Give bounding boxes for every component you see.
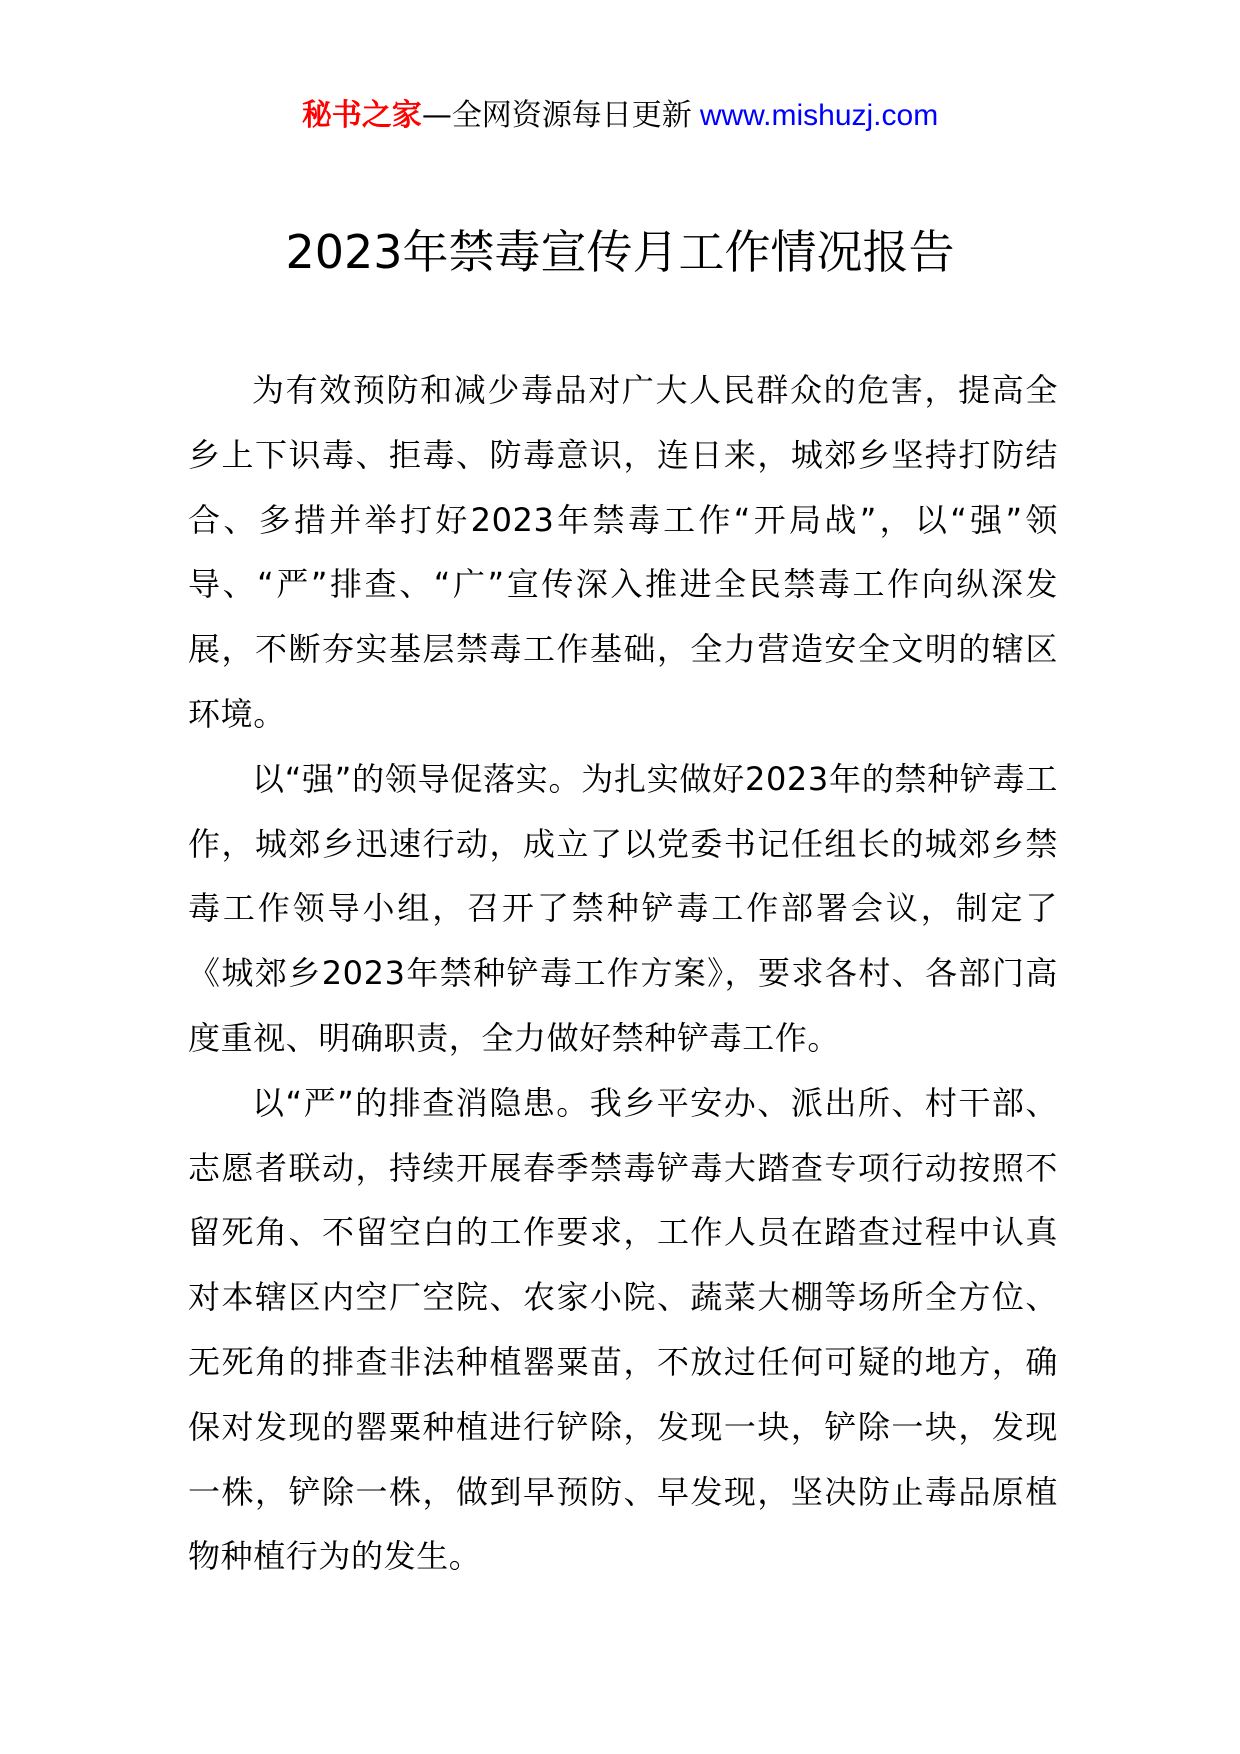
site-brand: 秘书之家: [301, 98, 422, 133]
document-title: 2023年禁毒宣传月工作情况报告: [285, 225, 955, 279]
paragraph-intro: 为有效预防和减少毒品对广大人民群众的危害，提高全乡上下识毒、拒毒、防毒意识，连日来，城郊乡坚持打防结合、多措并举打好2023年禁毒工作“开局战”，以“强”领导、“严”排查、“广”宣传深入推进全民禁毒工作向纵深发展，不断夯实基层禁毒工作基础，全力营造安全文明的辖区环境。: [188, 371, 1058, 733]
site-tagline: —全网资源每日更新: [421, 98, 692, 133]
document-body: [188, 358, 1058, 1589]
paragraph-inspection: 以“严”的排查消隐患。我乡平安办、派出所、村干部、志愿者联动，持续开展春季禁毒铲毒大踏查专项行动按照不留死角、不留空白的工作要求，工作人员在踏查过程中认真对本辖区内空厂空院、农家小院、蔬菜大棚等场所全方位、无死角的排查非法种植罂粟苗，不放过任何可疑的地方，确保对发现的罂粟种植进行铲除，发现一块，铲除一块，发现一株，铲除一株，做到早预防、早发现，坚决防止毒品原植物种植行为的发生。: [188, 1083, 1058, 1576]
paragraph-leadership: 以“强”的领导促落实。为扎实做好2023年的禁种铲毒工作，城郊乡迅速行动，成立了以党委书记任组长的城郊乡禁毒工作领导小组，召开了禁种铲毒工作部署会议，制定了《城郊乡2023年禁种铲毒工作方案》，要求各村、各部门高度重视、明确职责，全力做好禁种铲毒工作。: [188, 759, 1058, 1057]
site-header: [0, 96, 1240, 136]
site-url-link[interactable]: www.mishuzj.com: [699, 99, 939, 132]
